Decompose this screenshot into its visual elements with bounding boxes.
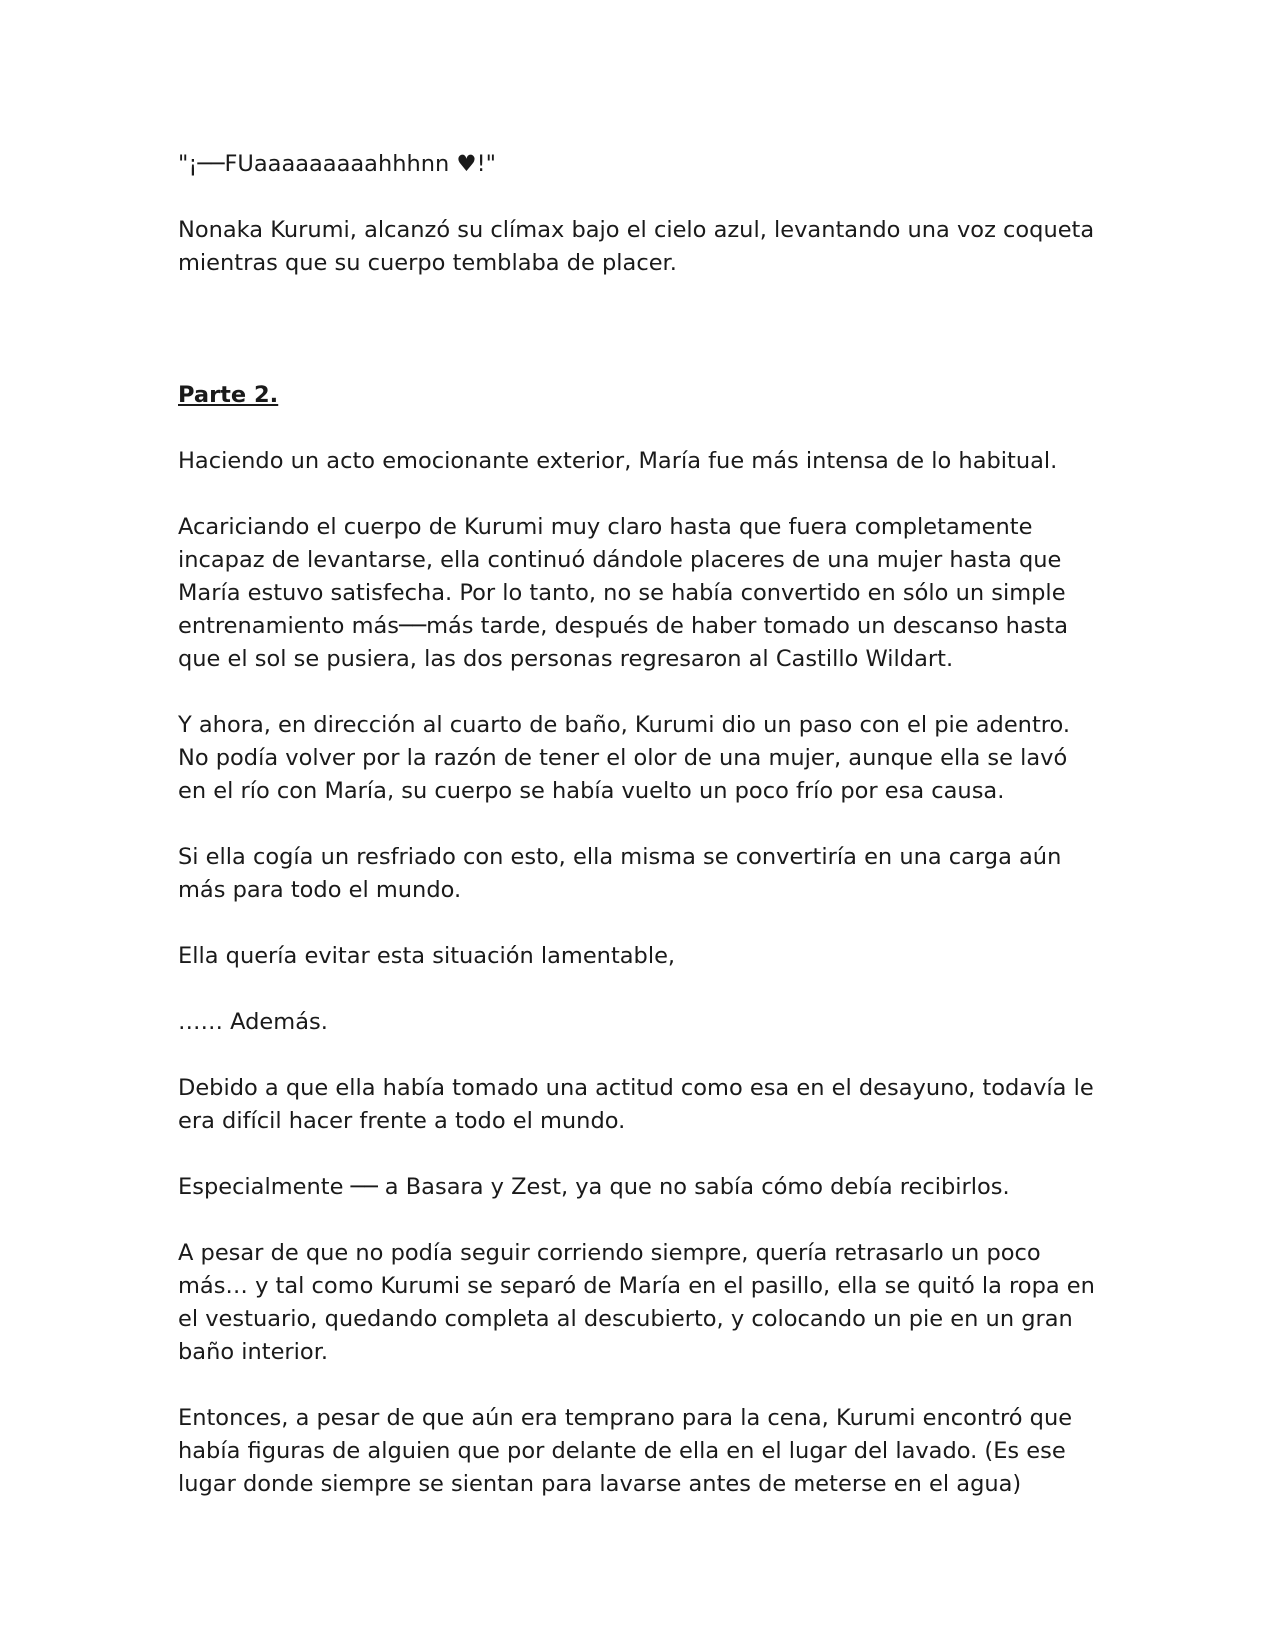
body-paragraph: Especialmente ── a Basara y Zest, ya que no sabía cómo debía recibirlos. <box>178 1174 1010 1200</box>
body-paragraph: Entonces, a pesar de que aún era temprano para la cena, Kurumi encontró que había figuras de alguien que por delante de ella en el lugar del lavado. (Es ese lugar donde siempre se sientan para lavarse antes de meterse en el agua) <box>178 1405 1073 1497</box>
body-paragraph: …… Además. <box>178 1009 328 1035</box>
body-paragraph: Debido a que ella había tomado una actitud como esa en el desayuno, todavía le era difícil hacer frente a todo el mundo. <box>178 1075 1094 1134</box>
body-paragraph: Acariciando el cuerpo de Kurumi muy claro hasta que fuera completamente incapaz de levantarse, ella continuó dándole placeres de una mujer hasta que María estuvo satisfecha. Por lo tanto, no se había convertido en sólo un simple entrenamiento más──más tarde, después de haber tomado un descanso hasta que el sol se pusiera, las dos personas regresaron al Castillo Wildart. <box>178 514 1068 672</box>
opening-line: "¡──FUaaaaaaaaahhhnn ♥!" <box>178 151 496 177</box>
document-page <box>178 148 1098 1534</box>
body-paragraph: Y ahora, en dirección al cuarto de baño, Kurumi dio un paso con el pie adentro. No podía volver por la razón de tener el olor de una mujer, aunque ella se lavó en el río con María, su cuerpo se había vuelto un poco frío por esa causa. <box>178 712 1071 804</box>
body-paragraph: A pesar de que no podía seguir corriendo siempre, quería retrasarlo un poco más… y tal como Kurumi se separó de María en el pasillo, ella se quitó la ropa en el vestuario, quedando completa al descubierto, y colocando un pie en un gran baño interior. <box>178 1240 1095 1365</box>
body-paragraph: Ella quería evitar esta situación lamentable, <box>178 943 676 969</box>
section-heading: Parte 2. <box>178 382 279 408</box>
intro-paragraph: Nonaka Kurumi, alcanzó su clímax bajo el cielo azul, levantando una voz coqueta mientras que su cuerpo temblaba de placer. <box>178 217 1095 276</box>
section-spacer <box>178 313 1098 379</box>
body-paragraph: Si ella cogía un resfriado con esto, ella misma se convertiría en una carga aún más para todo el mundo. <box>178 844 1062 903</box>
body-paragraph: Haciendo un acto emocionante exterior, María fue más intensa de lo habitual. <box>178 448 1058 474</box>
